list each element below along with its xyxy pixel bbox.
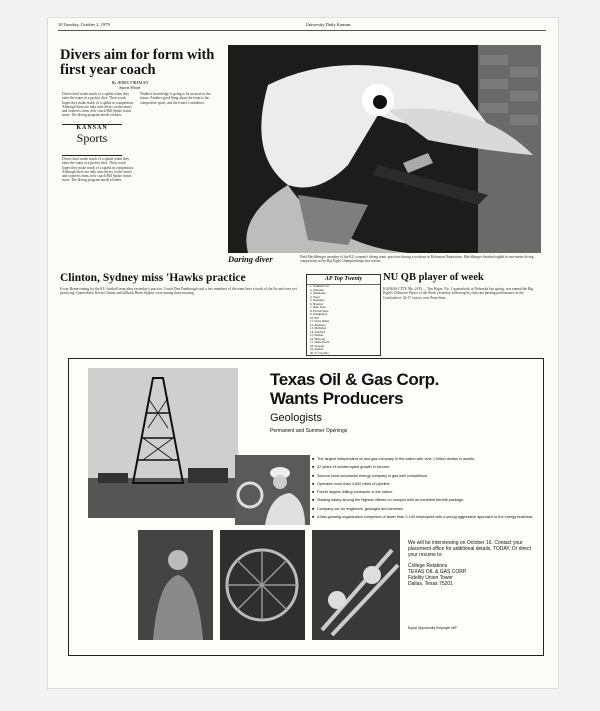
drilling-rig-photo	[88, 368, 238, 518]
ad-contact-line: Dallas, Texas 75201	[408, 581, 453, 587]
sports-logo: Sports	[76, 131, 108, 145]
pipeline-photo	[312, 530, 400, 640]
ap-team: 8. Florida State	[310, 308, 329, 313]
pipe-structure-image	[220, 530, 305, 640]
byline-name: By JERRY FIREMAN	[111, 80, 149, 85]
pipeline-image	[312, 530, 400, 640]
ad-wants: Wants Producers	[270, 389, 404, 408]
ap-team: 15. Purdue	[310, 333, 323, 337]
story1-col1: Divers don't make much of a splash when they enter the water at a perfect dive. Their coach hopes they make much of a splash in competition. Although there are only nine divers on the men's and women's team, new coach Bill Spoke wants more. The diving program needs a leader.	[62, 92, 134, 118]
ad-position: Geologists	[270, 412, 322, 424]
kansan-sports-logo	[62, 124, 122, 156]
geologist-photo	[138, 530, 213, 640]
pipe-structure-photo	[220, 530, 305, 640]
story1-col1-cont: Divers don't make much of a splash when they enter the water at a perfect dive. Their coach hopes they make much of a splash in competition. Although there are only nine divers on the men's and women's team, new coach Bill Spoke wants more. The diving program needs a leader.	[62, 157, 134, 183]
ap-team: 18. Georgia	[310, 343, 325, 348]
ad-bullet: ■ Fourth largest drilling contractor in the nation.	[312, 488, 537, 496]
ap-team: 1. Southern Cal	[310, 284, 329, 288]
ad-contact	[408, 540, 538, 587]
ap-team: 14. Stanford	[310, 329, 325, 334]
ad-contact-line: College Relations	[408, 563, 448, 569]
masthead	[58, 22, 546, 31]
story3-body: KANSAS CITY, Mo. (AP) — Tim Hager, No. 1 quarterback at Nebraska last spring, was named the Big Eight's Offensive Player of the Week yesterday following his first-rate passing performance in the Cornhuskers' 42-17 victory over Penn State.	[383, 287, 534, 300]
ap-team: 6. Houston	[310, 301, 324, 306]
ap-team: 10. Pitt	[310, 315, 319, 320]
ap-team: 7. Ohio State	[310, 305, 326, 309]
ad-company: Texas Oil & Gas Corp.	[270, 370, 439, 389]
drilling-rig-image	[88, 368, 238, 518]
ap-team: 20. N. Carolina	[310, 350, 329, 355]
ap-team: 3. Oklahoma	[310, 291, 326, 295]
ap-team: 11. Notre Dame	[310, 319, 330, 323]
ad-bullet: ■ Company car for engineers, geologist and landmen.	[312, 505, 537, 513]
ap-team: 4. Texas	[310, 294, 320, 299]
geologist-image	[138, 530, 213, 640]
ap-team: 5. Nebraska	[310, 298, 325, 302]
jayhawk-mural-image	[228, 45, 541, 253]
story1-byline	[95, 80, 165, 90]
ad-bullet: ■ A fast-growing organization comprised of fewer than 2,100 employees with a young aggressive approach to the energy business.	[312, 513, 537, 521]
photo-caption-title: Daring diver	[228, 254, 273, 264]
ap-team: 19. Auburn	[310, 347, 324, 351]
story1-headline: Divers aim for form with first year coach	[60, 47, 215, 78]
story2-headline: Clinton, Sydney miss 'Hawks practice	[60, 272, 246, 284]
ad-bullet: ■ 22 years of uninterrupted growth in income.	[312, 463, 537, 471]
ad-eeo: Equal Opportunity Employer M/F	[408, 626, 458, 630]
ad-contact-intro: We will be interviewing on October 16. Contact your placement office for additional details, TODAY. Or direct your resume to:	[408, 540, 531, 558]
story2-body: It was Homecoming for the KU football team after yesterday's practice. Coach Don Fambrough said a few members of the team have a touch of the flu and were not practicing. Quarterback Kevin Clinton and fullback Brent Sydney were among those missing.	[60, 287, 297, 296]
ad-bullet: ■ Starting salary among the highest offered on campus with an excellent benefit package.	[312, 496, 537, 504]
photo-caption: Patti Mechlberger, member of the KU women's diving team, practices during a workout in Robinson Natatorium. Mechlberger finished eighth in one-meter diving competition at the Big Eight Championships last season.	[300, 255, 534, 264]
ap-team: 16. Missouri	[310, 336, 326, 341]
ap-title: AP Top Twenty	[307, 275, 380, 285]
ad-contact-line: Fidelity Union Tower	[408, 575, 453, 581]
ad-bullet: ■ The largest independent oil and gas company in the nation with over 1 billion dollars in assets.	[312, 455, 537, 463]
ad-bullet: ■ Second most successful energy company in gas well completions.	[312, 472, 537, 480]
ad-bullet-list	[312, 455, 537, 521]
worker-image	[235, 455, 310, 525]
ap-team: 9. Washington	[310, 312, 328, 316]
ap-team: 13. Michigan	[310, 326, 326, 330]
ad-bullet: ■ Operates more than 4,600 miles of pipeline.	[312, 480, 537, 488]
ap-team: 17. Wake Forest	[310, 340, 330, 344]
kansan-logo-top: KANSAN	[76, 125, 108, 131]
diver-photo	[228, 45, 541, 253]
page-date: 10 Tuesday, October 2, 1979	[58, 22, 110, 27]
worker-hardhat-photo	[235, 455, 310, 525]
ap-top-twenty-box	[306, 274, 381, 356]
byline-role: Sports Writer	[119, 85, 141, 90]
paper-name: University Daily Kansan	[305, 22, 351, 27]
story1-col2: Walker's knowledge is going to be an asset in the future. Another good thing about the team is the competitive spirit, and the team's confidence.	[140, 92, 211, 105]
story3-headline: NU QB player of week	[383, 272, 484, 283]
ap-team: 12. Arkansas	[310, 322, 326, 327]
ad-contact-line: TEXAS OIL & GAS CORP.	[408, 569, 467, 575]
ap-team: 2. Alabama	[310, 287, 324, 292]
ad-openings: Permanent and Summer Openings	[270, 428, 348, 434]
ad-headline	[270, 370, 540, 408]
